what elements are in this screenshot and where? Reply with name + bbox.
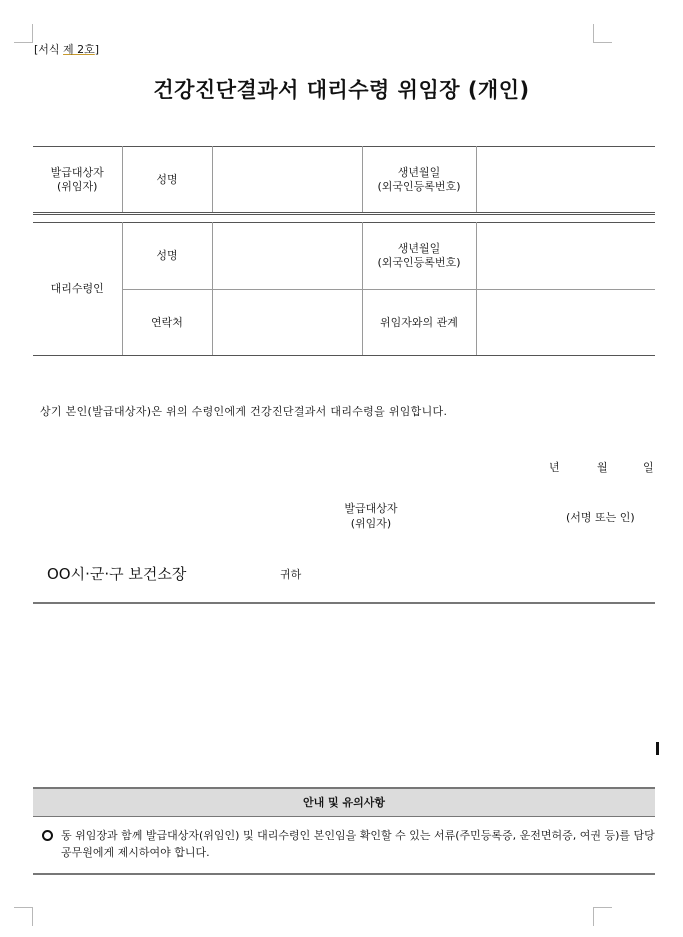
- crop-mark-top-left: [14, 24, 33, 43]
- proxy-section-label: 대리수령인: [33, 223, 122, 356]
- delegation-statement: 상기 본인(발급대상자)은 위의 수령인에게 건강진단결과서 대리수령을 위임합니다.: [40, 405, 448, 418]
- crop-mark-bottom-right: [593, 907, 612, 926]
- proxy-table: [33, 222, 655, 356]
- crop-mark-top-right: [593, 24, 612, 43]
- delegator-name-label: 성명: [122, 147, 212, 213]
- proxy-birth-label: 생년월일 (외국인등록번호): [362, 223, 476, 290]
- notice-item-text: 동 위임장과 함께 발급대상자(위임인) 및 대리수령인 본인임을 확인할 수 있는 서류(주민등록증, 운전면허증, 여권 등)를 담당 공무원에게 제시하여야 합니다.: [61, 829, 655, 859]
- honorific: 귀하: [280, 568, 302, 581]
- date-month-label: 월: [597, 461, 608, 474]
- delegator-section-label: 발급대상자 (위임자): [33, 147, 122, 213]
- delegator-birth-field[interactable]: [476, 147, 655, 213]
- date-day-label: 일: [643, 461, 654, 474]
- proxy-contact-label: 연락처: [122, 290, 212, 356]
- date-year-label: 년: [549, 461, 560, 474]
- notice-box: [33, 787, 655, 875]
- proxy-name-label: 성명: [122, 223, 212, 290]
- signature-hint: (서명 또는 인): [566, 511, 635, 524]
- proxy-name-field[interactable]: [212, 223, 362, 290]
- form-number-label: [34, 41, 99, 57]
- proxy-relation-field[interactable]: [476, 290, 655, 356]
- delegator-table: [33, 146, 655, 213]
- notice-item: [33, 817, 655, 875]
- circle-bullet-icon: [42, 830, 53, 841]
- section-divider: [33, 214, 655, 215]
- delegator-name-field[interactable]: [212, 147, 362, 213]
- addressee: OO시·군·구 보건소장: [47, 565, 187, 583]
- delegator-birth-label: 생년월일 (외국인등록번호): [362, 147, 476, 213]
- divider-rule: [33, 602, 655, 604]
- notice-title: 안내 및 유의사항: [33, 787, 655, 817]
- signature-label: 발급대상자 (위임자): [344, 502, 398, 530]
- crop-mark-bottom-left: [14, 907, 33, 926]
- proxy-relation-label: 위임자와의 관계: [362, 290, 476, 356]
- form-label-prefix: [서식: [34, 43, 64, 56]
- proxy-birth-field[interactable]: [476, 223, 655, 290]
- document-title: 건강진단결과서 대리수령 위임장 (개인): [153, 78, 530, 102]
- text-cursor: [656, 742, 659, 755]
- form-label-suffix: ]: [94, 43, 100, 56]
- proxy-contact-field[interactable]: [212, 290, 362, 356]
- form-label-number: 제 2호: [63, 43, 95, 56]
